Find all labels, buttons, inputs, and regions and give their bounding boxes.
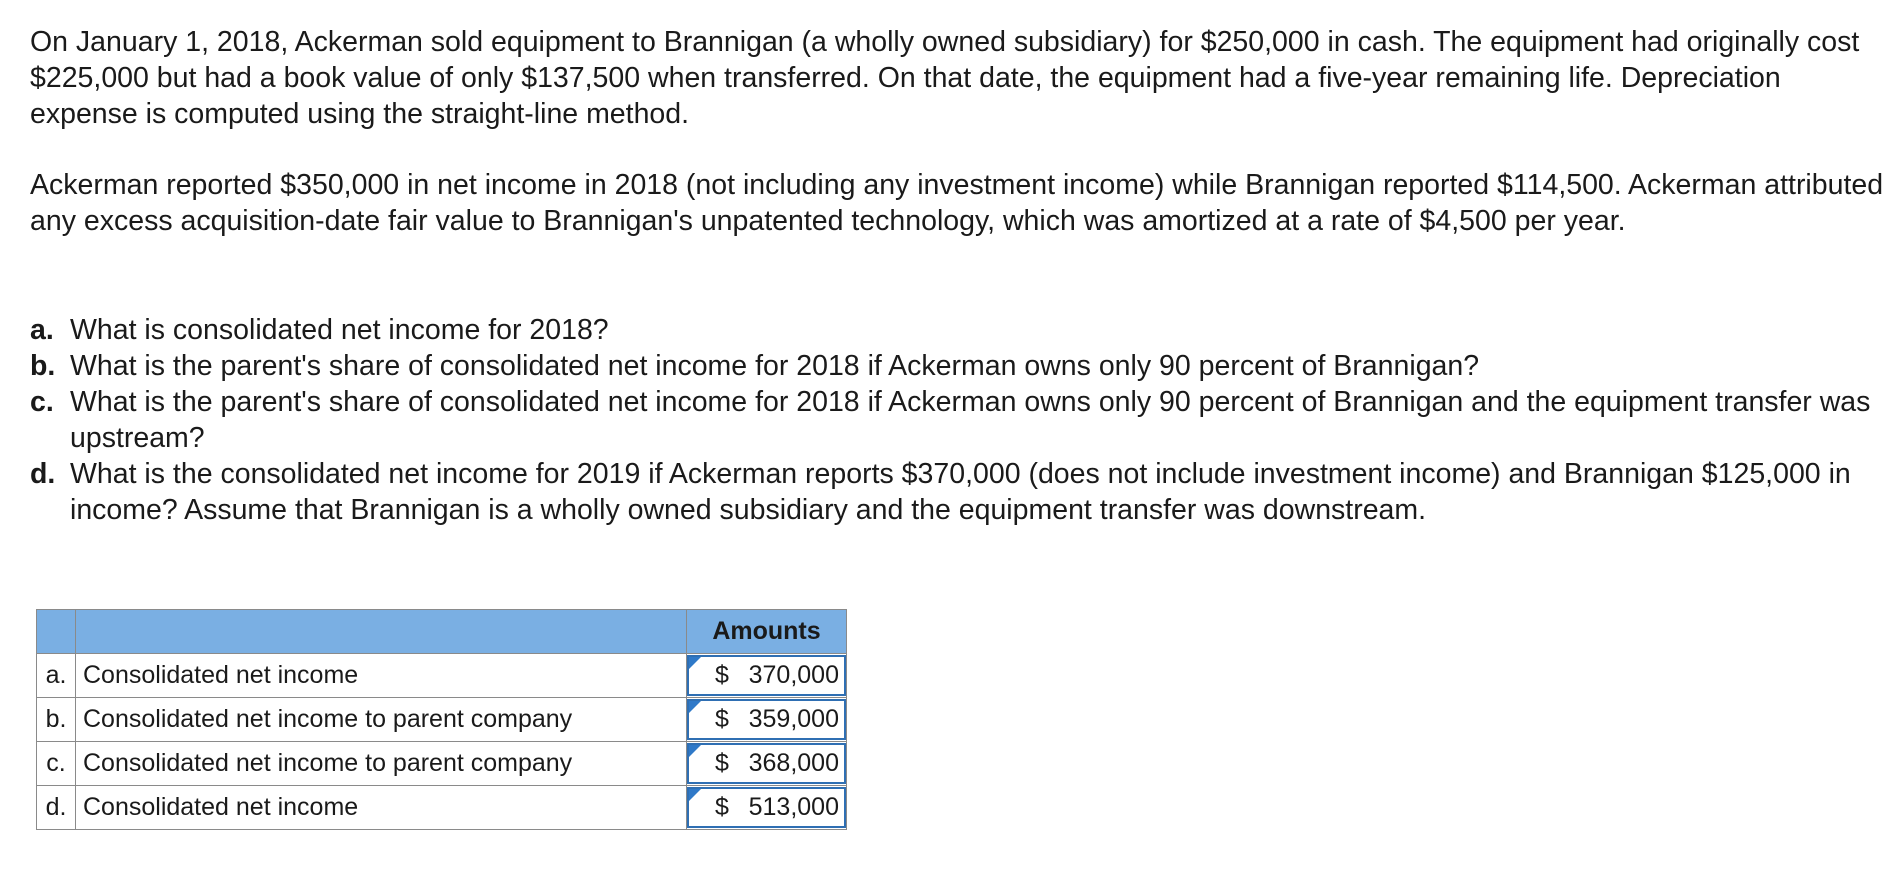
header-amounts: Amounts — [687, 610, 847, 654]
amount-input[interactable] — [687, 743, 846, 784]
question-d — [30, 456, 1890, 528]
amount-input[interactable] — [687, 655, 846, 696]
currency-sign: $ — [715, 705, 729, 733]
row-label: Consolidated net income — [76, 654, 687, 698]
row-label: Consolidated net income to parent company — [76, 742, 687, 786]
amount-cell — [687, 786, 847, 830]
question-letter: d. — [30, 458, 56, 490]
row-letter: c. — [37, 742, 76, 786]
question-list — [30, 312, 1890, 528]
header-empty-label — [76, 610, 687, 654]
flag-icon — [689, 745, 701, 757]
question-text: What is the parent's share of consolidated net income for 2018 if Ackerman owns only 90 percent of Brannigan? — [70, 350, 1480, 382]
currency-sign: $ — [715, 749, 729, 777]
amount-value: 359,000 — [748, 705, 839, 733]
amount-cell — [687, 742, 847, 786]
amount-input[interactable] — [687, 699, 846, 740]
question-letter: b. — [30, 350, 56, 382]
row-label: Consolidated net income — [76, 786, 687, 830]
question-letter: a. — [30, 314, 54, 346]
flag-icon — [689, 701, 701, 713]
question-c — [30, 384, 1890, 456]
row-letter: d. — [37, 786, 76, 830]
question-text: What is the consolidated net income for 2019 if Ackerman reports $370,000 (does not include investment income) and Brannigan $125,000 in income? Assume that Brannigan is a wholly owned subsidiary and the equipment transfer was downstream. — [70, 458, 1851, 526]
amount-value: 370,000 — [748, 661, 839, 689]
problem-paragraph-2: Ackerman reported $350,000 in net income in 2018 (not including any investment income) while Brannigan reported $114,500. Ackerman attributed any excess acquisition-date fair value to Brannigan's unpatented technology, which was amortized at a rate of $4,500 per year. — [30, 169, 1884, 237]
table-row — [37, 742, 847, 786]
row-letter: a. — [37, 654, 76, 698]
table-row — [37, 654, 847, 698]
amount-value: 513,000 — [748, 793, 839, 821]
row-label: Consolidated net income to parent company — [76, 698, 687, 742]
answer-table-header — [37, 610, 847, 654]
amount-cell — [687, 654, 847, 698]
question-a — [30, 312, 1890, 348]
problem-paragraph-1: On January 1, 2018, Ackerman sold equipment to Brannigan (a wholly owned subsidiary) for $250,000 in cash. The equipment had originally cost $225,000 but had a book value of only $137,500 when transferred. On that date, the equipment had a five-year remaining life. Depreciation expense is computed using the straight-line method. — [30, 26, 1860, 130]
currency-sign: $ — [715, 661, 729, 689]
flag-icon — [689, 657, 701, 669]
answer-table — [36, 609, 847, 830]
question-letter: c. — [30, 386, 54, 418]
question-text: What is the parent's share of consolidated net income for 2018 if Ackerman owns only 90 percent of Brannigan and the equipment transfer was upstream? — [70, 386, 1871, 454]
table-row — [37, 698, 847, 742]
question-b — [30, 348, 1890, 384]
table-row — [37, 786, 847, 830]
amount-input[interactable] — [687, 787, 846, 828]
amount-value: 368,000 — [748, 749, 839, 777]
flag-icon — [689, 789, 701, 801]
currency-sign: $ — [715, 793, 729, 821]
question-text: What is consolidated net income for 2018? — [70, 314, 609, 346]
row-letter: b. — [37, 698, 76, 742]
problem-text — [30, 24, 1890, 528]
header-empty-letter — [37, 610, 76, 654]
amount-cell — [687, 698, 847, 742]
